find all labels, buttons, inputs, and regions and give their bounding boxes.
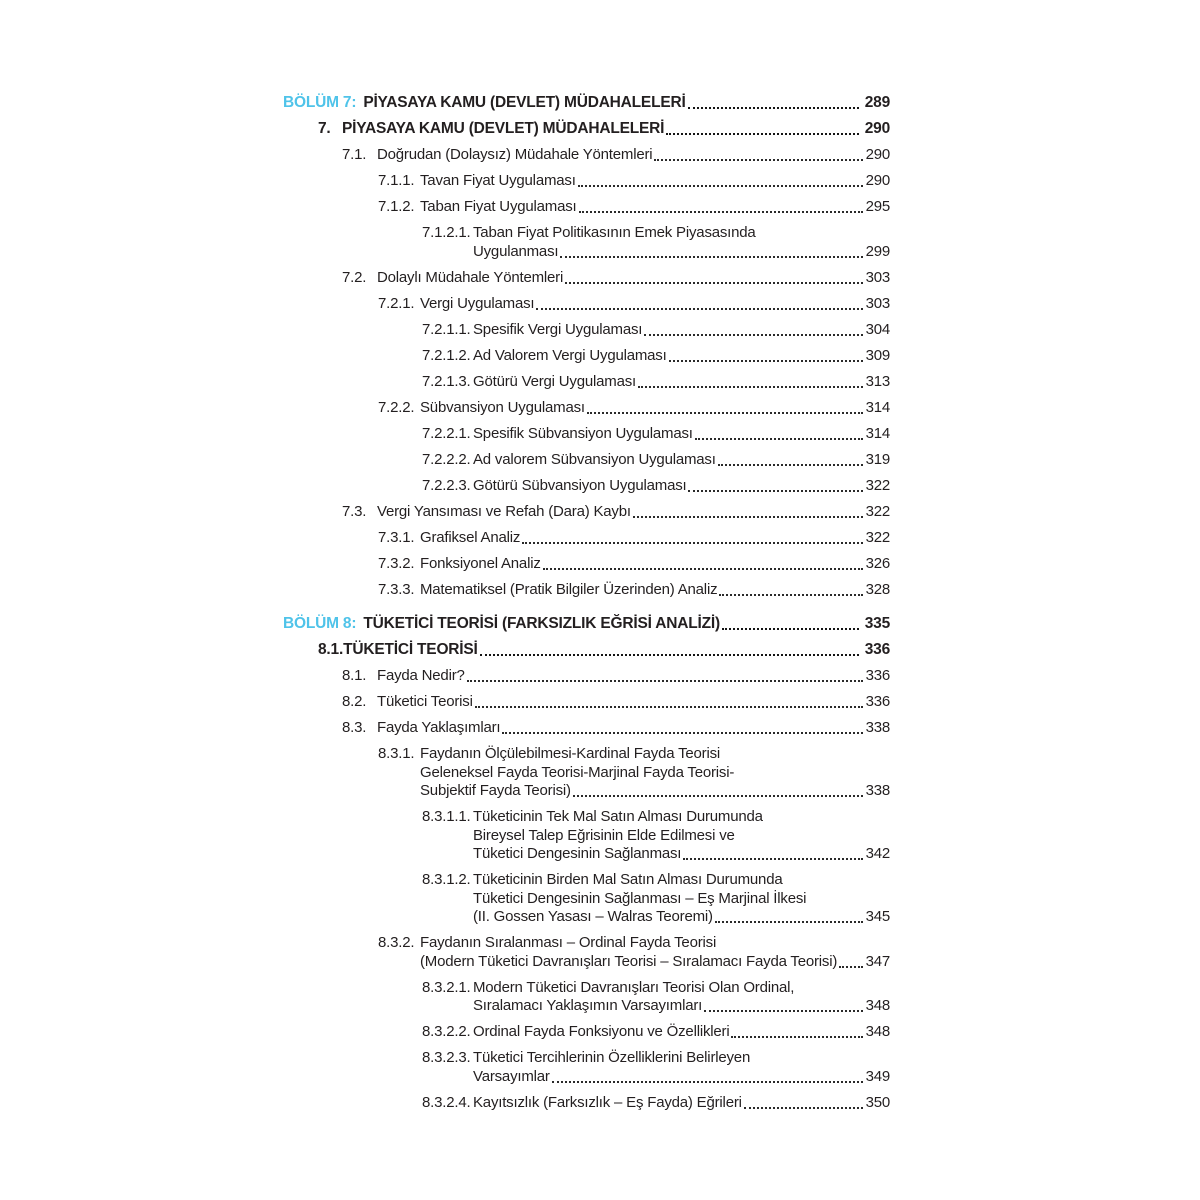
entry-title: Ordinal Fayda Fonksiyonu ve Özellikleri xyxy=(473,1023,730,1040)
dot-leader xyxy=(502,732,862,734)
toc-line xyxy=(422,320,890,340)
toc-line xyxy=(342,146,890,165)
toc-entry-row xyxy=(283,693,890,712)
dot-leader xyxy=(475,706,863,708)
chapter-prefix: BÖLÜM 8: xyxy=(283,615,357,632)
toc-line xyxy=(378,554,890,574)
page-number: 345 xyxy=(865,908,890,925)
entry-title: Sıralamacı Yaklaşımın Varsayımları xyxy=(473,997,703,1014)
dot-leader xyxy=(839,966,862,968)
toc-line xyxy=(378,398,890,418)
dot-leader xyxy=(467,680,863,682)
entry-number: 8.1. xyxy=(318,641,344,658)
dot-leader xyxy=(522,542,862,544)
entry-number: 8.3.2.4. xyxy=(422,1093,471,1111)
entry-title: Vergi Yansıması ve Refah (Dara) Kaybı xyxy=(377,502,631,520)
entry-title: Tüketicinin Birden Mal Satın Alması Durumunda xyxy=(473,871,783,888)
page-number: 314 xyxy=(865,398,890,416)
entry-title: Sübvansiyon Uygulaması xyxy=(420,398,585,416)
page-number: 326 xyxy=(865,554,890,572)
toc-entry-row xyxy=(283,269,890,288)
entry-title: Varsayımlar xyxy=(473,1067,550,1085)
entry-number: 8.3.2.1. xyxy=(422,978,471,996)
entry-title: Subjektif Fayda Teorisi) xyxy=(420,782,571,799)
entry-title: Geleneksel Fayda Teorisi-Marjinal Fayda Teorisi- xyxy=(420,763,735,781)
toc-line xyxy=(422,424,890,444)
entry-title: Götürü Sübvansiyon Uygulaması xyxy=(473,476,687,494)
page-number: 303 xyxy=(865,268,890,286)
dot-leader xyxy=(552,1081,863,1083)
entry-title: Matematiksel (Pratik Bilgiler Üzerinden) Analiz xyxy=(420,580,718,598)
dot-leader xyxy=(543,568,863,570)
toc-entry-row xyxy=(283,934,890,971)
toc-entry-row xyxy=(283,979,890,1016)
page-number: 338 xyxy=(865,782,890,799)
entry-title: Götürü Vergi Uygulaması xyxy=(473,372,636,390)
page-number: 290 xyxy=(864,120,890,137)
dot-leader xyxy=(644,334,862,336)
toc-line xyxy=(420,782,890,801)
entry-title: Doğrudan (Dolaysız) Müdahale Yöntemleri xyxy=(377,146,653,163)
toc-line xyxy=(422,871,890,890)
toc-chapter-row xyxy=(283,94,890,113)
page-number: 309 xyxy=(865,346,890,364)
entry-number: 7.1.2. xyxy=(378,198,415,215)
toc-line xyxy=(378,934,890,953)
entry-number: 7.3.1. xyxy=(378,528,415,546)
toc-line xyxy=(378,294,890,314)
entry-title: Kayıtsızlık (Farksızlık – Eş Fayda) Eğrileri xyxy=(473,1093,742,1111)
entry-number: 7.1. xyxy=(342,146,367,163)
chapter-prefix: BÖLÜM 7: xyxy=(283,94,357,111)
page-number: 336 xyxy=(865,693,890,710)
page-number: 336 xyxy=(865,667,890,684)
toc-chapter-row xyxy=(283,615,890,634)
dot-leader xyxy=(718,464,863,466)
toc-entry-row xyxy=(283,425,890,444)
entry-title: Tüketici Dengesinin Sağlanması xyxy=(473,845,682,862)
page-number: 322 xyxy=(865,502,890,520)
toc-line xyxy=(378,172,890,191)
dot-leader xyxy=(578,185,863,187)
toc-line xyxy=(473,890,890,909)
entry-title: Vergi Uygulaması xyxy=(420,294,535,312)
dot-leader xyxy=(731,1036,862,1038)
entry-title: Faydanın Ölçülebilmesi-Kardinal Fayda Teorisi xyxy=(420,745,721,762)
toc-line xyxy=(420,953,890,972)
toc-line xyxy=(473,845,890,864)
dot-leader xyxy=(633,516,863,518)
dot-leader xyxy=(654,159,862,161)
entry-number: 7.3.2. xyxy=(378,554,415,572)
entry-title: Spesifik Vergi Uygulaması xyxy=(473,320,643,338)
toc-line xyxy=(422,1093,890,1113)
page-number: 319 xyxy=(865,450,890,468)
entry-title: Tüketici Tercihlerinin Özelliklerini Belirleyen xyxy=(473,1049,751,1066)
entry-title: Tavan Fiyat Uygulaması xyxy=(420,172,576,189)
toc-line xyxy=(473,827,890,846)
toc-line xyxy=(422,224,890,243)
entry-number: 8.3.2.3. xyxy=(422,1049,471,1066)
toc-line xyxy=(342,719,890,738)
dot-leader xyxy=(573,795,863,797)
page-number: 349 xyxy=(865,1067,890,1085)
dot-leader xyxy=(719,594,862,596)
entry-number: 7.1.2.1. xyxy=(422,224,471,241)
page-number: 338 xyxy=(865,719,890,736)
toc-list xyxy=(283,94,890,1120)
toc-entry-row xyxy=(283,1094,890,1113)
entry-title: Taban Fiyat Uygulaması xyxy=(420,198,577,215)
dot-leader xyxy=(722,628,859,630)
dot-leader xyxy=(683,858,862,860)
entry-number: 7.2.1.3. xyxy=(422,372,471,390)
entry-title: Faydanın Sıralanması – Ordinal Fayda Teorisi xyxy=(420,934,717,951)
page-number: 299 xyxy=(865,242,890,260)
dot-leader xyxy=(480,654,859,656)
page-number: 314 xyxy=(865,424,890,442)
toc-entry-row xyxy=(283,871,890,927)
toc-line xyxy=(283,94,890,113)
entry-number: 8.3. xyxy=(342,719,367,736)
toc-entry-row xyxy=(283,503,890,522)
entry-number: 7.2.1.1. xyxy=(422,320,471,338)
page-number: 342 xyxy=(865,845,890,862)
entry-title: Ad Valorem Vergi Uygulaması xyxy=(473,346,667,364)
toc-entry-row xyxy=(283,451,890,470)
dot-leader xyxy=(669,360,863,362)
toc-entry-row xyxy=(283,399,890,418)
entry-number: 7.3. xyxy=(342,502,367,520)
page-number: 303 xyxy=(865,294,890,312)
toc-entry-row xyxy=(283,667,890,686)
toc-line xyxy=(422,808,890,827)
toc-entry-row xyxy=(283,477,890,496)
page-number: 289 xyxy=(864,94,890,111)
toc-entry-row xyxy=(283,808,890,864)
toc-entry-row xyxy=(283,581,890,600)
dot-leader xyxy=(536,308,862,310)
toc-entry-row xyxy=(283,295,890,314)
entry-title: Ad valorem Sübvansiyon Uygulaması xyxy=(473,450,716,468)
page-number: 335 xyxy=(864,615,890,632)
entry-title: Tüketicinin Tek Mal Satın Alması Durumunda xyxy=(473,808,763,825)
entry-number: 7.2.2.3. xyxy=(422,476,471,494)
toc-line xyxy=(473,997,890,1016)
entry-number: 8.3.2.2. xyxy=(422,1023,471,1040)
toc-line xyxy=(473,243,890,262)
chapter-title: TÜKETİCİ TEORİSİ (FARKSIZLIK EĞRİSİ ANALİZİ) xyxy=(363,615,720,632)
page-number: 290 xyxy=(865,146,890,163)
page-number: 328 xyxy=(865,580,890,598)
entry-title: Fayda Yaklaşımları xyxy=(377,719,501,736)
toc-entry-row xyxy=(283,641,890,660)
page-number: 347 xyxy=(865,952,890,970)
entry-number: 7.1.1. xyxy=(378,172,415,189)
toc-entry-row xyxy=(283,745,890,801)
page-number: 295 xyxy=(865,198,890,215)
entry-number: 8.3.1. xyxy=(378,745,415,762)
toc-entry-row xyxy=(283,555,890,574)
toc-line xyxy=(378,580,890,600)
dot-leader xyxy=(560,256,862,258)
page-number: 322 xyxy=(865,476,890,494)
toc-line xyxy=(283,615,890,634)
toc-entry-row xyxy=(283,172,890,191)
entry-title: Bireysel Talep Eğrisinin Elde Edilmesi ve xyxy=(473,826,735,844)
toc-line xyxy=(378,745,890,764)
page-number: 350 xyxy=(865,1093,890,1111)
dot-leader xyxy=(688,490,862,492)
entry-number: 8.3.2. xyxy=(378,934,415,951)
entry-title: Tüketici Dengesinin Sağlanması – Eş Marjinal İlkesi xyxy=(473,889,807,907)
toc-entry-row xyxy=(283,347,890,366)
dot-leader xyxy=(587,412,863,414)
entry-title: Modern Tüketici Davranışları Teorisi Olan Ordinal, xyxy=(473,978,795,996)
chapter-title: PİYASAYA KAMU (DEVLET) MÜDAHALELERİ xyxy=(363,94,686,111)
toc-entry-row xyxy=(283,198,890,217)
entry-number: 7.2. xyxy=(342,268,367,286)
toc-entry-row xyxy=(283,719,890,738)
dot-leader xyxy=(565,282,862,284)
toc-line xyxy=(422,1023,890,1042)
dot-leader xyxy=(695,438,863,440)
entry-number: 7.2.2.1. xyxy=(422,424,471,442)
toc-entry-row xyxy=(283,1049,890,1086)
entry-title: TÜKETİCİ TEORİSİ xyxy=(343,641,478,658)
page-number: 348 xyxy=(865,1023,890,1040)
toc-line xyxy=(422,978,890,998)
toc-line xyxy=(318,641,890,660)
entry-title: Taban Fiyat Politikasının Emek Piyasasında xyxy=(473,224,756,241)
entry-number: 7.2.2.2. xyxy=(422,450,471,468)
entry-title: Spesifik Sübvansiyon Uygulaması xyxy=(473,424,693,442)
page-number: 290 xyxy=(865,172,890,189)
entry-number: 8.3.1.2. xyxy=(422,871,471,888)
dot-leader xyxy=(744,1107,863,1109)
dot-leader xyxy=(638,386,863,388)
entry-number: 7. xyxy=(318,120,331,137)
toc-entry-row xyxy=(283,146,890,165)
toc-entry-row xyxy=(283,1023,890,1042)
entry-title: Dolaylı Müdahale Yöntemleri xyxy=(377,268,564,286)
entry-number: 8.2. xyxy=(342,693,367,710)
toc-line xyxy=(422,450,890,470)
toc-line xyxy=(422,372,890,392)
entry-number: 8.3.1.1. xyxy=(422,808,471,825)
entry-number: 8.1. xyxy=(342,667,367,684)
page-number: 313 xyxy=(865,372,890,390)
toc-entry-row xyxy=(283,321,890,340)
entry-title: Grafiksel Analiz xyxy=(420,528,521,546)
page-number: 322 xyxy=(865,528,890,546)
entry-title: (Modern Tüketici Davranışları Teorisi – Sıralamacı Fayda Teorisi) xyxy=(420,952,838,970)
page-number: 348 xyxy=(865,997,890,1014)
toc-entry-row xyxy=(283,120,890,139)
toc-line xyxy=(420,764,890,783)
toc-entry-row xyxy=(283,224,890,261)
entry-title: Fayda Nedir? xyxy=(377,667,465,684)
toc-line xyxy=(422,346,890,366)
entry-title: PİYASAYA KAMU (DEVLET) MÜDAHALELERİ xyxy=(342,120,665,137)
toc-line xyxy=(342,667,890,686)
entry-title: Fonksiyonel Analiz xyxy=(420,554,541,572)
entry-number: 7.3.3. xyxy=(378,580,415,598)
toc-line xyxy=(378,198,890,217)
dot-leader xyxy=(666,133,858,135)
entry-number: 7.2.1. xyxy=(378,294,415,312)
dot-leader xyxy=(704,1010,862,1012)
entry-title: (II. Gossen Yasası – Walras Teoremi) xyxy=(473,908,713,925)
toc-line xyxy=(473,908,890,927)
toc-line xyxy=(342,502,890,522)
entry-title: Uygulanması xyxy=(473,242,559,260)
dot-leader xyxy=(688,107,859,109)
toc-line xyxy=(422,476,890,496)
toc-line xyxy=(422,1049,890,1068)
page-number: 304 xyxy=(865,320,890,338)
dot-leader xyxy=(715,921,863,923)
entry-number: 7.2.2. xyxy=(378,398,415,416)
entry-title: Tüketici Teorisi xyxy=(377,693,473,710)
toc-entry-row xyxy=(283,373,890,392)
toc-line xyxy=(318,120,890,139)
entry-number: 7.2.1.2. xyxy=(422,346,471,364)
dot-leader xyxy=(579,211,863,213)
toc-entry-row xyxy=(283,529,890,548)
toc-line xyxy=(342,268,890,288)
page-number: 336 xyxy=(864,641,890,658)
toc-line xyxy=(342,693,890,712)
toc-line xyxy=(473,1068,890,1087)
toc-line xyxy=(378,528,890,548)
